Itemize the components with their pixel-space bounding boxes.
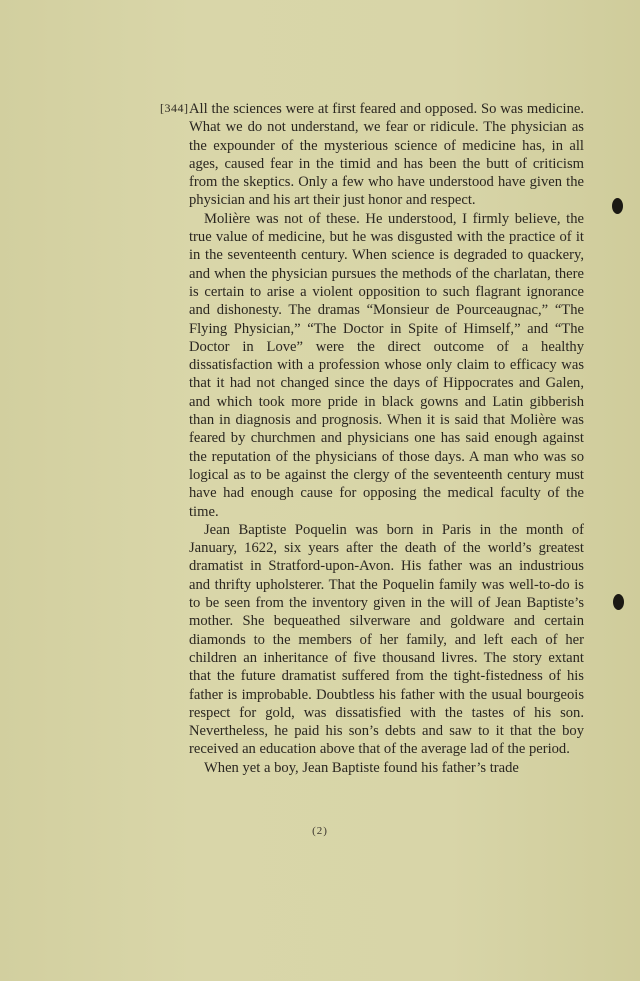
body-text: [189, 100, 584, 777]
binding-hole-icon: [612, 198, 623, 214]
paragraph-4: When yet a boy, Jean Baptiste found his father’s trade: [204, 759, 519, 776]
paragraph-2: Molière was not of these. He understood, I firmly believe, the true value of medicine, but he was disgusted with the practice of it in the seventeenth century. When science is degraded to quackery, and when the physician pursues the methods of the charlatan, there is certain to arise a violent opposition to such flagrant ignorance and dishonesty. The dramas “Monsieur de Pourceaugnac,” “The Flying Physician,” “The Doctor in Spite of Himself,” and “The Doctor in Love” were the direct outcome of a healthy dissatisfaction with a profession whose only claim to efficacy was that it had not changed since the days of Hippocrates and Galen, and which took more pride in black gowns and Latin gibberish than in diagnosis and prognosis. When it is said that Molière was feared by churchmen and physicians one has said enough against the reputation of the physicians of those days. A man who was so logical as to be against the clergy of the seventeenth century must have had enough cause for opposing the medical faculty of the time.: [189, 210, 584, 520]
margin-page-reference: [344]: [160, 101, 189, 115]
paragraph-1: All the sciences were at first feared and opposed. So was medicine. What we do not understand, we fear or ridicule. The physician as the expounder of the mysterious science of medicine has, in all ages, caused fear in the timid and has been the butt of criticism from the skeptics. Only a few who have understood have given the physician and his art their just honor and respect.: [189, 101, 584, 209]
page-folio: (2): [312, 825, 328, 837]
binding-hole-icon: [613, 594, 624, 610]
paragraph-3: Jean Baptiste Poquelin was born in Paris in the month of January, 1622, six years after the death of the world’s greatest dramatist in Stratford-upon-Avon. His father was an industrious and thrifty upholsterer. That the Poquelin family was well-to-do is to be seen from the inventory given in the will of Jean Baptiste’s mother. She bequeathed silverware and goldware and certain diamonds to the members of her family, and left each of her children an inheritance of five thousand livres. The story extant that the future dramatist suffered from the tight-fistedness of his father is improbable. Doubtless his father with the usual bourgeois respect for gold, was dissatisfied with the tastes of his son. Nevertheless, he paid his son’s debts and saw to it that the boy received an education above that of the average lad of the period.: [189, 521, 584, 758]
